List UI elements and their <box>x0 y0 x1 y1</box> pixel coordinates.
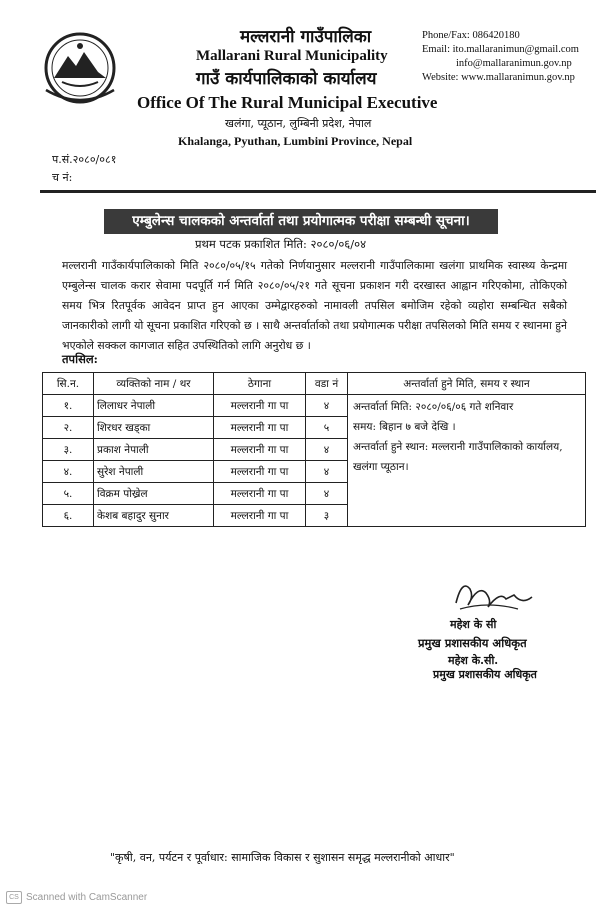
row-ward: ४ <box>306 439 348 461</box>
row-address: मल्लरानी गा पा <box>214 395 306 417</box>
col-header-sn: सि.न. <box>43 373 94 395</box>
interview-date: अन्तर्वार्ता मिति: २०८०/०६/०६ गते शनिवार <box>353 401 514 413</box>
header-divider <box>40 190 596 193</box>
row-name: शिरधर खड्का <box>94 417 214 439</box>
contact-email: Email: ito.mallaranimun@gmail.com <box>422 44 579 55</box>
row-name: प्रकाश नेपाली <box>94 439 214 461</box>
office-name-np: गाउँ कार्यपालिकाको कार्यालय <box>196 69 377 89</box>
row-address: मल्लरानी गा पा <box>214 417 306 439</box>
row-sn: २. <box>43 417 94 439</box>
notice-title: एम्बुलेन्स चालकको अन्तर्वार्ता तथा प्रयोगात्मक परीक्षा सम्बन्धी सूचना। <box>104 209 498 234</box>
contact-email-2: info@mallaranimun.gov.np <box>456 58 572 69</box>
interview-time: समय: बिहान ७ बजे देखि । <box>353 421 456 433</box>
contact-website: Website: www.mallaranimun.gov.np <box>422 72 575 83</box>
row-address: मल्लरानी गा पा <box>214 483 306 505</box>
scanner-watermark <box>6 891 147 904</box>
municipality-name-np: मल्लरानी गाउँपालिका <box>240 27 372 47</box>
office-name-en: Office Of The Rural Municipal Executive <box>137 93 438 112</box>
scanner-text: Scanned with CamScanner <box>26 892 148 904</box>
row-sn: ६. <box>43 505 94 527</box>
interview-details <box>348 395 586 527</box>
footer-motto: "कृषी, वन, पर्यटन र पूर्वाधार: सामाजिक विकास र सुशासन समृद्ध मल्लरानीको आधार" <box>110 851 455 864</box>
municipality-logo-icon <box>40 30 120 106</box>
details-label: तपसिल: <box>62 352 98 366</box>
row-ward: ३ <box>306 505 348 527</box>
row-name: सुरेश नेपाली <box>94 461 214 483</box>
table-header-row <box>43 373 586 395</box>
signatory-designation: प्रमुख प्रशासकीय अधिकृत <box>418 636 527 650</box>
signatory-name: महेश के सी <box>450 618 497 631</box>
col-header-address: ठेगाना <box>214 373 306 395</box>
stamp-designation: प्रमुख प्रशासकीय अधिकृत <box>433 668 537 681</box>
row-sn: ५. <box>43 483 94 505</box>
row-name: लिलाधर नेपाली <box>94 395 214 417</box>
municipality-name-en: Mallarani Rural Municipality <box>196 48 388 64</box>
contact-phone: Phone/Fax: 086420180 <box>422 30 520 41</box>
interview-place: अन्तर्वार्ता हुने स्थान: मल्लरानी गाउँपालिकाको कार्यालय, खलंगा प्यूठान। <box>353 441 563 473</box>
col-header-ward: वडा नं <box>306 373 348 395</box>
row-sn: ४. <box>43 461 94 483</box>
stamp-name: महेश के.सी. <box>448 654 499 667</box>
row-address: मल्लरानी गा पा <box>214 505 306 527</box>
address-np: खलंगा, प्यूठान, लुम्बिनी प्रदेश, नेपाल <box>225 117 372 130</box>
col-header-name: व्यक्तिको नाम / थर <box>94 373 214 395</box>
table-row <box>43 395 586 417</box>
row-address: मल्लरानी गा पा <box>214 461 306 483</box>
camscanner-icon: CS <box>6 891 22 904</box>
row-address: मल्लरानी गा पा <box>214 439 306 461</box>
row-name: केशब बहादुर सुनार <box>94 505 214 527</box>
dispatch-number: च नं: <box>52 171 73 184</box>
row-ward: ५ <box>306 417 348 439</box>
reference-number: प.सं.२०८०/०८१ <box>52 153 117 166</box>
published-date: प्रथम पटक प्रकाशित मिति: २०८०/०६/०४ <box>195 237 367 251</box>
candidate-table <box>42 372 586 527</box>
row-sn: ३. <box>43 439 94 461</box>
row-ward: ४ <box>306 461 348 483</box>
address-en: Khalanga, Pyuthan, Lumbini Province, Nepal <box>178 134 413 148</box>
row-ward: ४ <box>306 483 348 505</box>
col-header-interview: अन्तर्वार्ता हुने मिति, समय र स्थान <box>348 373 586 395</box>
row-sn: १. <box>43 395 94 417</box>
signature-scribble-icon <box>448 575 538 615</box>
notice-body: मल्लरानी गाउँकार्यपालिकाको मिति २०८०/०५/१५ गतेको निर्णयानुसार मल्लरानी गाउँपालिकामा खलंगा प्राथमिक स्वास्थ्य केन्द्रमा एम्बुलेन्स चालक करार सेवामा पदपूर्ति गर्न मिति २०८०/०५/२१ गते सूचना प्रकाशन गरी दरखास्त आह्वान गरिएकोमा, तोकिएको समय भित्र रितपूर्वक आवेदन प्राप्त हुन आएका उम्मेद्वारहरुको नामावली तपसिल बमोजिम रहेको व्यहोरा सम्बन्धित सबैको जानकारीको लागी यो सूचना प्रकाशित गरिएको छ । साथै अन्तर्वार्ताको तथा प्रयोगात्मक परीक्षा तपसिलको मिति समय र स्थानमा हुने भएकोले सक्कल कागजात सहित उपस्थितिको लागि अनुरोध छ । <box>62 259 567 352</box>
row-name: विक्रम पोख्रेल <box>94 483 214 505</box>
row-ward: ४ <box>306 395 348 417</box>
